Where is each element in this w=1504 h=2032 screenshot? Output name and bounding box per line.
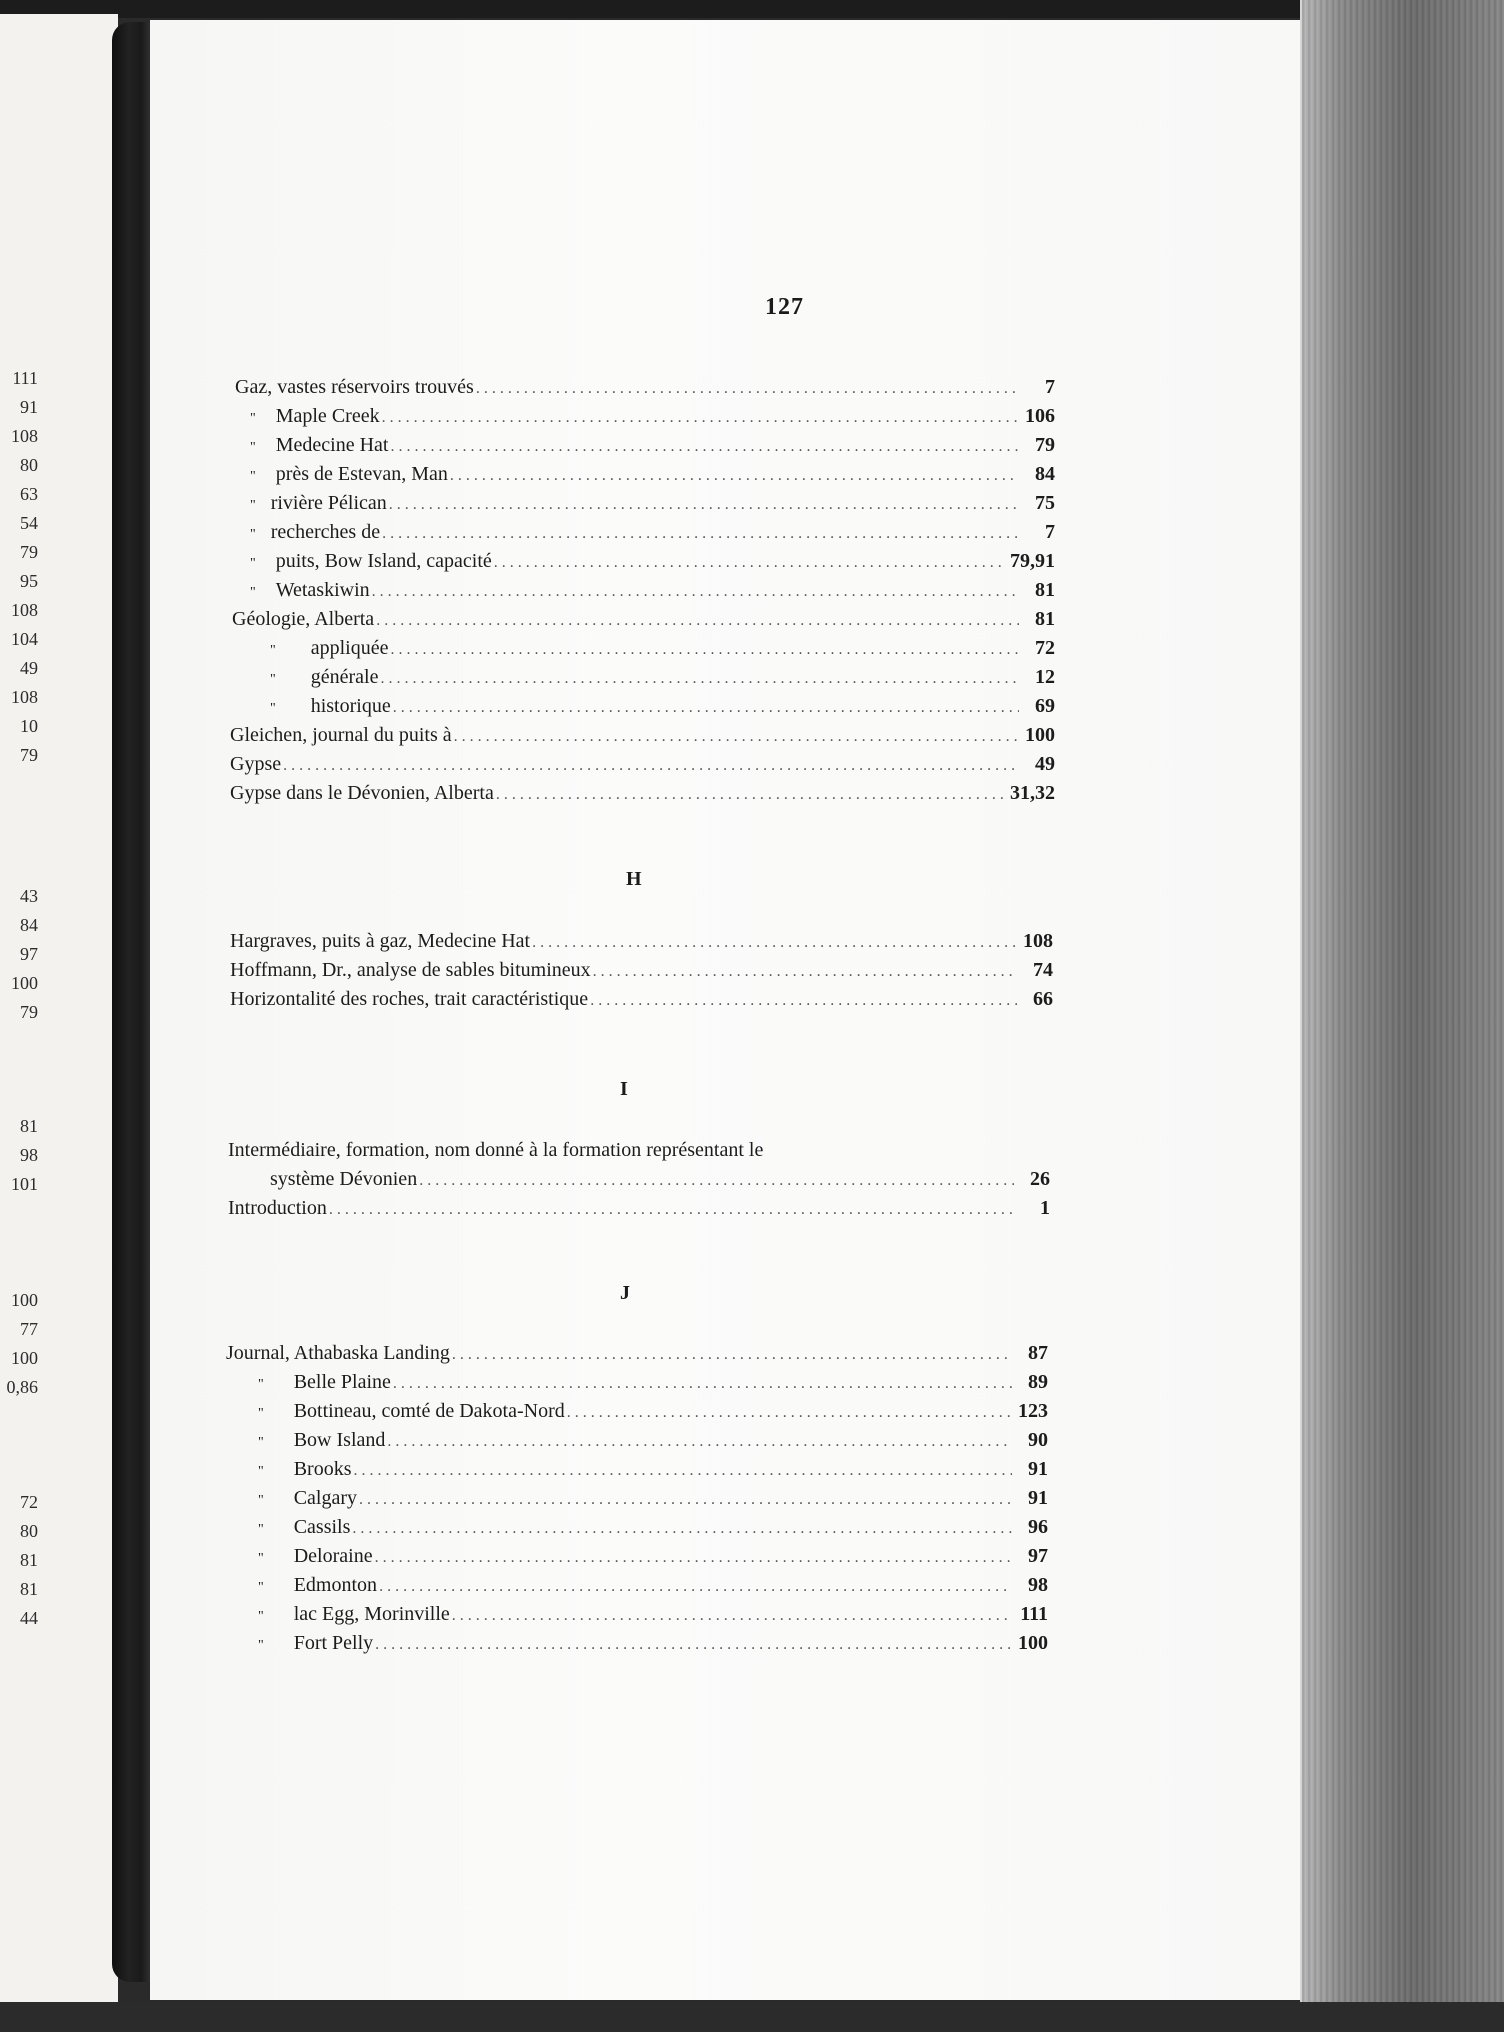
- dot-leader: [494, 550, 1004, 576]
- entry-page: 79: [1035, 434, 1055, 456]
- entry-page: 96: [1028, 1516, 1048, 1538]
- entry-page: 123: [1018, 1400, 1048, 1422]
- left-page-number: 10: [20, 716, 38, 736]
- index-entry: [258, 1543, 1048, 1569]
- left-page-number: 43: [20, 886, 38, 906]
- index-page: [150, 20, 1308, 2000]
- index-entry: [250, 461, 1055, 487]
- entry-text: rivière Pélican: [270, 492, 387, 514]
- left-page-number: 104: [11, 629, 38, 649]
- entry-text-line1: Intermédiaire, formation, nom donné à la formation représentant le: [228, 1139, 764, 1161]
- left-page-number: 97: [20, 944, 38, 964]
- index-entry: [230, 957, 1053, 983]
- scan-top-border: [0, 0, 1504, 18]
- ditto-mark: ": [270, 701, 276, 716]
- entry-page: 81: [1035, 579, 1055, 601]
- index-entry: [258, 1485, 1048, 1511]
- entry-page: 90: [1028, 1429, 1048, 1451]
- entry-text: Brooks: [293, 1458, 352, 1480]
- entry-text: Gypse dans le Dévonien, Alberta: [230, 782, 494, 804]
- entry-text: Hargraves, puits à gaz, Medecine Hat: [230, 930, 531, 952]
- ditto-mark: ": [258, 1406, 264, 1421]
- ditto-mark: ": [250, 498, 256, 513]
- index-entry: [230, 986, 1053, 1012]
- entry-text: Fort Pelly: [293, 1632, 374, 1654]
- entry-text: Wetaskiwin: [275, 579, 370, 601]
- left-page-number: 95: [20, 571, 38, 591]
- left-page-number: 80: [20, 1521, 38, 1541]
- ditto-mark: ": [258, 1551, 264, 1566]
- ditto-mark: ": [258, 1638, 264, 1653]
- index-entry: [258, 1456, 1048, 1482]
- section-letter-h: H: [626, 868, 642, 890]
- index-entry: [250, 432, 1055, 458]
- left-page-number: 80: [20, 455, 38, 475]
- entry-text: Bottineau, comté de Dakota-Nord: [293, 1400, 565, 1422]
- entry-page: 31,32: [1010, 782, 1055, 804]
- entry-page: 106: [1025, 405, 1055, 427]
- left-page-number: 79: [20, 1002, 38, 1022]
- entry-page: 97: [1028, 1545, 1048, 1567]
- dot-leader: [354, 1458, 1012, 1484]
- index-entry: [250, 490, 1055, 516]
- dot-leader: [382, 405, 1019, 431]
- dot-leader: [590, 988, 1017, 1014]
- dot-leader: [375, 1545, 1012, 1571]
- left-page-number: 81: [20, 1550, 38, 1570]
- left-page-number: 101: [11, 1174, 38, 1194]
- dot-leader: [389, 492, 1019, 518]
- page-number: 127: [765, 294, 804, 320]
- entry-text: Medecine Hat: [275, 434, 389, 456]
- entry-page: 72: [1035, 637, 1055, 659]
- entry-text: Gypse: [230, 753, 282, 775]
- index-entry: [270, 664, 1055, 690]
- section-letter-i: I: [620, 1078, 628, 1100]
- entry-text: recherches de: [270, 521, 381, 543]
- entry-text: Introduction: [228, 1197, 327, 1219]
- ditto-mark: ": [270, 672, 276, 687]
- left-page-number: 81: [20, 1116, 38, 1136]
- ditto-mark: ": [250, 440, 256, 455]
- entry-page: 7: [1045, 521, 1055, 543]
- entry-page: 84: [1035, 463, 1055, 485]
- entry-page: 79,91: [1010, 550, 1055, 572]
- left-page-number: 108: [11, 426, 38, 446]
- left-page-number: 44: [20, 1608, 38, 1628]
- entry-page: 66: [1033, 988, 1053, 1010]
- index-entry: [258, 1572, 1048, 1598]
- left-page-number: 81: [20, 1579, 38, 1599]
- entry-page: 81: [1035, 608, 1055, 630]
- dot-leader: [387, 1429, 1012, 1455]
- ditto-mark: ": [250, 527, 256, 542]
- entry-text: Journal, Athabaska Landing: [226, 1342, 450, 1364]
- index-entry: [258, 1427, 1048, 1453]
- left-facing-page: [0, 14, 118, 2004]
- ditto-mark: ": [250, 556, 256, 571]
- dot-leader: [376, 608, 1019, 634]
- dot-leader: [379, 1574, 1012, 1600]
- dot-leader: [454, 724, 1019, 750]
- entry-page: 26: [1030, 1168, 1050, 1190]
- ditto-mark: ": [250, 411, 256, 426]
- entry-text: générale: [310, 666, 379, 688]
- dot-leader: [452, 1603, 1012, 1629]
- entry-page: 100: [1025, 724, 1055, 746]
- entry-page: 91: [1028, 1487, 1048, 1509]
- left-page-number: 84: [20, 915, 38, 935]
- entry-text: appliquée: [310, 637, 389, 659]
- dot-leader: [372, 579, 1019, 605]
- entry-text-line2: système Dévonien: [270, 1168, 418, 1190]
- entry-text: Calgary: [293, 1487, 358, 1509]
- index-entry: [228, 1195, 1050, 1221]
- entry-text: Horizontalité des roches, trait caractéristique: [230, 988, 589, 1010]
- left-page-number: 63: [20, 484, 38, 504]
- entry-page: 12: [1035, 666, 1055, 688]
- dot-leader: [352, 1516, 1012, 1542]
- dot-leader: [390, 637, 1019, 663]
- entry-page: 75: [1035, 492, 1055, 514]
- dot-leader: [419, 1168, 1014, 1194]
- index-entry: [250, 577, 1055, 603]
- ditto-mark: ": [258, 1522, 264, 1537]
- entry-page: 69: [1035, 695, 1055, 717]
- index-entry: [270, 693, 1055, 719]
- left-page-number: 98: [20, 1145, 38, 1165]
- index-entry: [270, 1166, 1050, 1192]
- dot-leader: [382, 521, 1019, 547]
- dot-leader: [390, 434, 1019, 460]
- entry-text: Géologie, Alberta: [232, 608, 375, 630]
- entry-page: 74: [1033, 959, 1053, 981]
- index-entry: [258, 1514, 1048, 1540]
- entry-page: 108: [1023, 930, 1053, 952]
- ditto-mark: ": [258, 1580, 264, 1595]
- left-page-number: 72: [20, 1492, 38, 1512]
- left-page-number: 77: [20, 1319, 38, 1339]
- index-entry: [230, 751, 1055, 777]
- entry-text: Belle Plaine: [293, 1371, 391, 1393]
- left-page-number: 0,86: [6, 1377, 38, 1397]
- left-page-number: 100: [11, 973, 38, 993]
- book-page-edges: [1302, 0, 1504, 2032]
- ditto-mark: ": [258, 1377, 264, 1392]
- left-page-number: 54: [20, 513, 38, 533]
- dot-leader: [393, 1371, 1012, 1397]
- entry-page: 1: [1040, 1197, 1050, 1219]
- ditto-mark: ": [270, 643, 276, 658]
- entry-text: historique: [310, 695, 391, 717]
- entry-page: 89: [1028, 1371, 1048, 1393]
- dot-leader: [450, 463, 1019, 489]
- left-page-number: 100: [11, 1290, 38, 1310]
- dot-leader: [496, 782, 1004, 808]
- ditto-mark: ": [258, 1609, 264, 1624]
- index-entry: [235, 374, 1055, 400]
- dot-leader: [593, 959, 1017, 985]
- entry-page: 7: [1045, 376, 1055, 398]
- left-page-number: 108: [11, 687, 38, 707]
- dot-leader: [359, 1487, 1012, 1513]
- entry-text: Gleichen, journal du puits à: [230, 724, 452, 746]
- index-entry: [258, 1398, 1048, 1424]
- index-entry: [258, 1601, 1048, 1627]
- left-page-number: 79: [20, 542, 38, 562]
- index-entry: [232, 606, 1055, 632]
- dot-leader: [452, 1342, 1012, 1368]
- entry-text: Gaz, vastes réservoirs trouvés: [235, 376, 474, 398]
- left-page-number: 79: [20, 745, 38, 765]
- index-entry: [258, 1369, 1048, 1395]
- entry-page: 111: [1020, 1603, 1048, 1625]
- dot-leader: [532, 930, 1017, 956]
- left-page-number: 91: [20, 397, 38, 417]
- left-page-number: 111: [12, 368, 38, 388]
- entry-page: 87: [1028, 1342, 1048, 1364]
- index-entry: [230, 722, 1055, 748]
- dot-leader: [476, 376, 1019, 402]
- index-entry: [258, 1630, 1048, 1656]
- dot-leader: [380, 666, 1019, 692]
- entry-text: Bow Island: [293, 1429, 386, 1451]
- ditto-mark: ": [250, 585, 256, 600]
- entry-text: lac Egg, Morinville: [293, 1603, 450, 1625]
- index-entry: [250, 403, 1055, 429]
- index-entry: [226, 1340, 1048, 1366]
- entry-text: Cassils: [293, 1516, 351, 1538]
- entry-text: Maple Creek: [275, 405, 380, 427]
- left-page-number: 100: [11, 1348, 38, 1368]
- index-entry: [250, 548, 1055, 574]
- entry-page: 49: [1035, 753, 1055, 775]
- entry-page: 100: [1018, 1632, 1048, 1654]
- book-gutter-shadow: [112, 22, 154, 1982]
- index-entry: [270, 635, 1055, 661]
- ditto-mark: ": [250, 469, 256, 484]
- section-letter-j: J: [620, 1282, 630, 1304]
- ditto-mark: ": [258, 1493, 264, 1508]
- index-entry: [230, 928, 1053, 954]
- entry-page: 98: [1028, 1574, 1048, 1596]
- dot-leader: [329, 1197, 1014, 1223]
- dot-leader: [567, 1400, 1012, 1426]
- dot-leader: [283, 753, 1019, 779]
- entry-text: Edmonton: [293, 1574, 378, 1596]
- left-page-number: 49: [20, 658, 38, 678]
- entry-text: Deloraine: [293, 1545, 373, 1567]
- index-entry: [250, 519, 1055, 545]
- entry-text: Hoffmann, Dr., analyse de sables bitumineux: [230, 959, 591, 981]
- entry-page: 91: [1028, 1458, 1048, 1480]
- entry-text: puits, Bow Island, capacité: [275, 550, 492, 572]
- dot-leader: [393, 695, 1019, 721]
- index-entry: [230, 780, 1055, 806]
- entry-text: près de Estevan, Man: [275, 463, 448, 485]
- left-page-number: 108: [11, 600, 38, 620]
- ditto-mark: ": [258, 1464, 264, 1479]
- scan-bottom-border: [0, 2002, 1504, 2032]
- ditto-mark: ": [258, 1435, 264, 1450]
- dot-leader: [375, 1632, 1012, 1658]
